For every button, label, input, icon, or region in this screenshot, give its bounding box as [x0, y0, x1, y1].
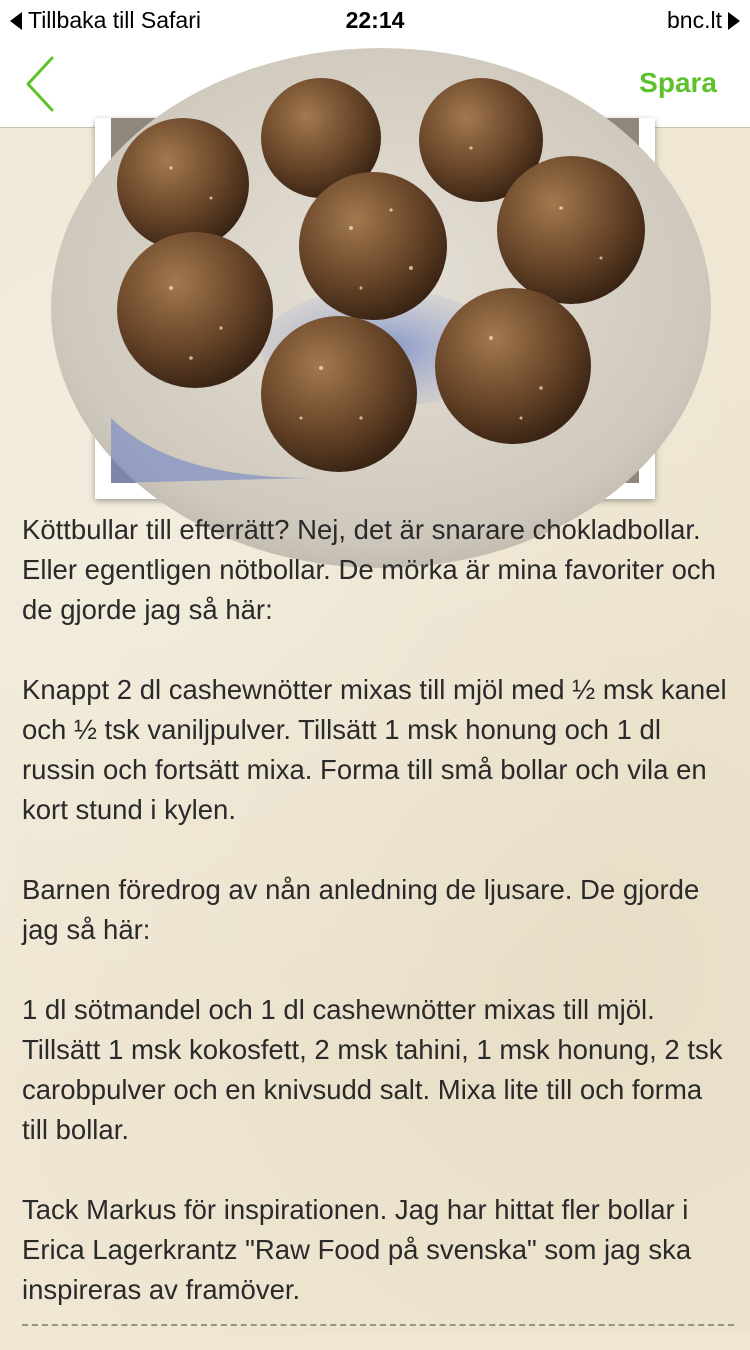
status-time: 22:14: [345, 7, 405, 33]
back-to-safari-label: Tillbaka till Safari: [28, 7, 201, 33]
paragraph-intro: Köttbullar till efterrätt? Nej, det är snarare chokladbollar. Eller egentligen nötbollar. De mörka är mina favoriter och de gjorde jag så här:: [22, 514, 716, 625]
article-text: [22, 510, 732, 1350]
forward-triangle-icon: [728, 12, 740, 30]
paragraph-thanks: Tack Markus för inspirationen. Jag har hittat fler bollar i Erica Lagerkrantz "Raw Food på svenska" som jag ska inspireras av framöver.: [22, 1194, 692, 1305]
paragraph-light-intro: Barnen föredrog av nån anledning de ljusare. De gjorde jag så här:: [22, 874, 700, 945]
save-button[interactable]: Spara: [639, 67, 717, 98]
recipe-photo: [95, 118, 655, 499]
paragraph-light-recipe: 1 dl sötmandel och 1 dl cashewnötter mixas till mjöl. Tillsätt 1 msk kokosfett, 2 msk tahini, 1 msk honung, 2 tsk carobpulver och en knivsudd salt. Mixa lite till och forma till bollar.: [22, 994, 723, 1145]
content-area: [0, 128, 750, 1334]
nut-balls-photo: [111, 118, 639, 483]
site-label: bnc.lt: [667, 7, 722, 33]
dashed-divider: [22, 1324, 734, 1326]
status-bar: [0, 0, 750, 40]
paragraph-dark-recipe: Knappt 2 dl cashewnötter mixas till mjöl med ½ msk kanel och ½ tsk vaniljpulver. Tillsätt 1 msk honung och 1 dl russin och fortsätt mixa. Forma till små bollar och vila en kort stund i kylen.: [22, 674, 727, 825]
site-link[interactable]: [667, 7, 740, 34]
